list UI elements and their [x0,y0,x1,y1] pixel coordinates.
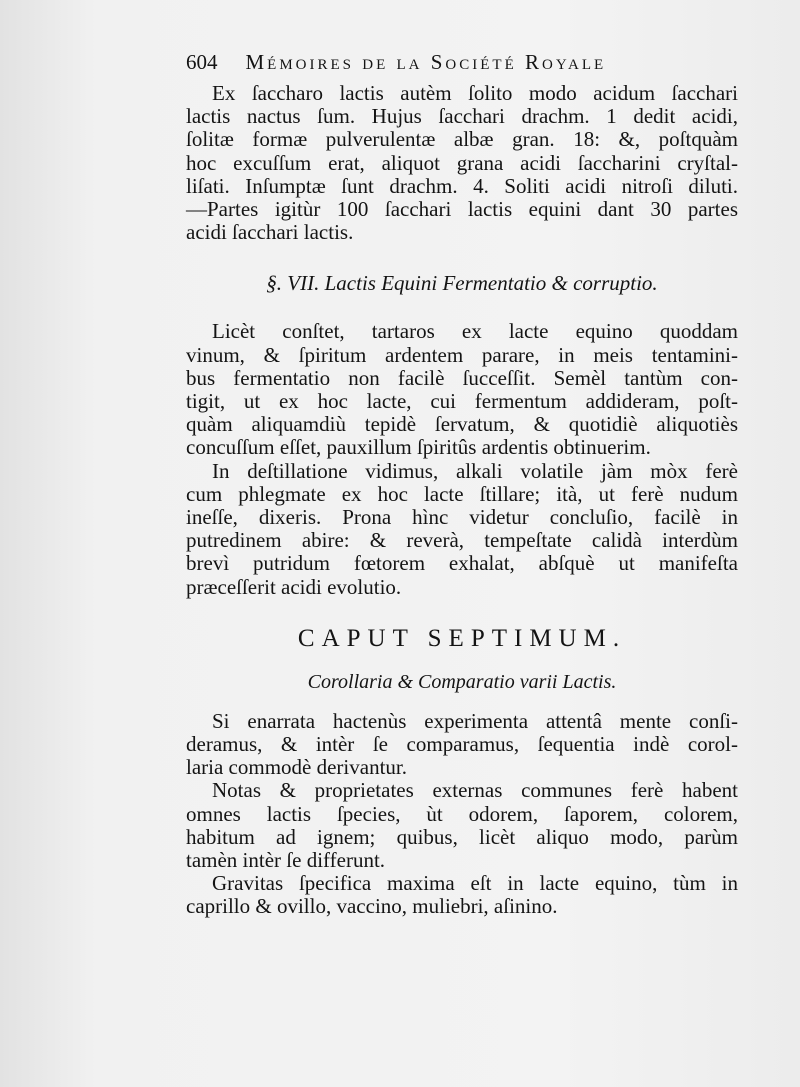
paragraph-6 [186,872,738,918]
text-line: caprillo & ovillo, vaccino, muliebri, aſinino. [186,894,558,919]
text-line: ſolitæ formæ pulverulentæ albæ gran. 18: &, poſtquàm [186,127,738,152]
chapter-heading: CAPUT SEPTIMUM. [297,624,627,652]
text-line: omnes lactis ſpecies, ùt odorem, ſaporem, colorem, [186,801,738,826]
running-title: Mémoires de la Société Royale [245,50,607,74]
text-line: In deſtillatione vidimus, alkali volatile jàm mòx ferè [212,458,738,483]
text-line: Notas & proprietates externas communes ferè habent [212,778,738,803]
text-line: —Partes igitùr 100 ſacchari lactis equini dant 30 partes [186,197,738,222]
text-line: vinum, & ſpiritum ardentem parare, in meis tentamini- [186,342,738,367]
text-line: brevì putridum fœtorem exhalat, abſquè ut manifeſta [186,551,738,576]
text-line: acidi ſacchari lactis. [186,220,354,245]
text-line: ineſſe, dixeris. Prona hìnc videtur concluſio, facilè in [186,505,738,530]
text-line: laria commodè derivantur. [186,755,408,780]
page-text [186,50,738,919]
text-line: quàm aliquamdiù tepidè ſervatum, & quotidiè aliquotiès [186,412,738,437]
section-heading: §. VII. Lactis Equini Fermentatio & corruptio. [266,271,658,296]
text-line: liſati. Inſumptæ ſunt drachm. 4. Soliti acidi nitroſi diluti. [186,173,738,198]
text-line: bus fermentatio non facilè ſucceſſit. Semèl tantùm con- [186,365,738,390]
text-line: deramus, & intèr ſe comparamus, ſequentia indè corol- [186,732,738,757]
paragraph-3 [186,460,738,599]
paragraph-4 [186,710,738,780]
paragraph-1 [186,82,738,244]
text-line: Gravitas ſpecifica maxima eſt in lacte equino, tùm in [212,871,738,896]
paragraph-5 [186,779,738,872]
chapter-subheading: Corollaria & Comparatio varii Lactis. [307,670,617,693]
text-line: hoc excuſſum erat, aliquot grana acidi ſaccharini cryſtal- [186,150,738,175]
text-line: tamèn intèr ſe differunt. [186,848,386,873]
text-line: lactis nactus ſum. Hujus ſacchari drachm. 1 dedit acidi, [186,104,738,129]
text-line: habitum ad ignem; quibus, licèt aliquo modo, parùm [186,824,738,849]
text-line: concuſſum eſſet, pauxillum ſpiritûs ardentis obtinuerim. [186,435,651,460]
running-header [186,50,738,82]
text-line: Licèt conſtet, tartaros ex lacte equino quoddam [212,319,738,344]
text-line: tigit, ut ex hoc lacte, cui fermentum addideram, poſt- [186,389,738,414]
paragraph-2 [186,320,738,459]
text-line: præceſſerit acidi evolutio. [186,574,402,599]
text-line: Ex ſaccharo lactis autèm ſolito modo acidum ſacchari [212,81,738,105]
text-line: cum phlegmate ex hoc lacte ſtillare; ità, ut ferè nudum [186,481,738,506]
page-number: 604 [186,50,218,74]
text-line: putredinem abire: & reverà, tempeſtate calidà interdùm [186,528,738,553]
text-line: Si enarrata hactenùs experimenta attentâ mente conſi- [212,708,738,733]
